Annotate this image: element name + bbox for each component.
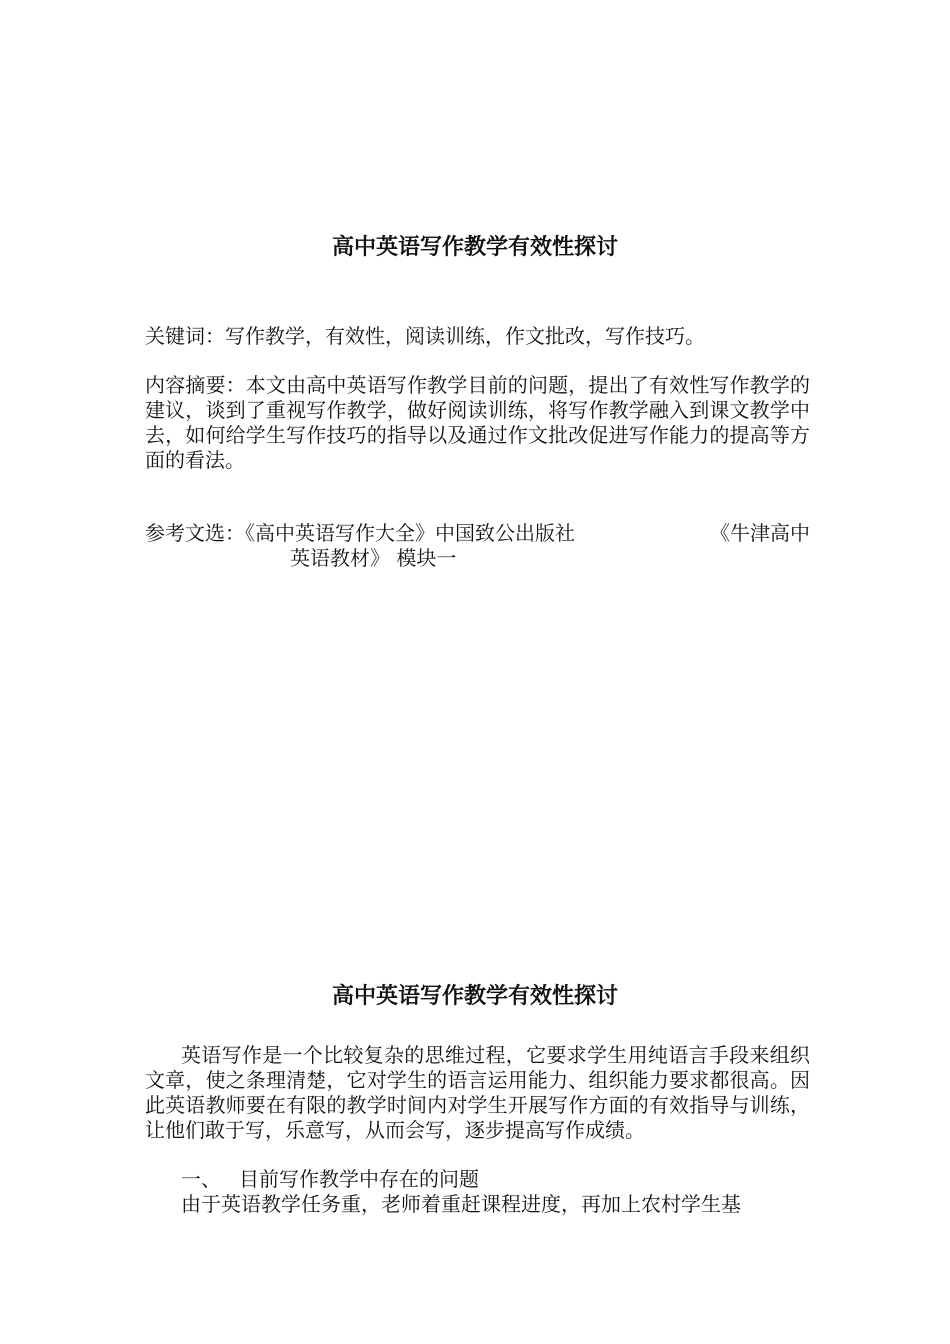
references-first (145, 521, 575, 546)
section-1-number: 一、 (181, 1167, 221, 1191)
section-1-heading (181, 1167, 479, 1192)
section-1-paragraph: 由于英语教学任务重，老师着重赶课程进度，再加上农村学生基 (181, 1192, 741, 1216)
references-line (145, 521, 810, 546)
references-prefix: 参考文选： (145, 521, 245, 545)
intro-paragraph: 英语写作是一个比较复杂的思维过程，它要求学生用纯语言手段来组织文章，使之条理清楚，它对学生的语言运用能力、组织能力要求都很高。因此英语教师要在有限的教学时间内对学生开展写作方面的有效指导与训练，让他们敢于写，乐意写，从而会写，逐步提高写作成绩。 (145, 1043, 810, 1142)
body-title: 高中英语写作教学有效性探讨 (331, 984, 618, 1009)
cover-title: 高中英语写作教学有效性探讨 (331, 235, 618, 260)
reference-2-end: 英语教材》 模块一 (290, 546, 457, 570)
keywords: 关键词：写作教学，有效性，阅读训练，作文批改，写作技巧。 (145, 324, 705, 348)
section-1-title: 目前写作教学中存在的问题 (239, 1167, 479, 1191)
abstract: 内容摘要：本文由高中英语写作教学目前的问题，提出了有效性写作教学的建议，谈到了重视写作教学，做好阅读训练，将写作教学融入到课文教学中去，如何给学生写作技巧的指导以及通过作文批改促进写作能力的提高等方面的看法。 (145, 373, 810, 472)
reference-1: 《高中英语写作大全》中国致公出版社 (245, 521, 575, 545)
reference-2-start: 《牛津高中 (710, 521, 810, 545)
